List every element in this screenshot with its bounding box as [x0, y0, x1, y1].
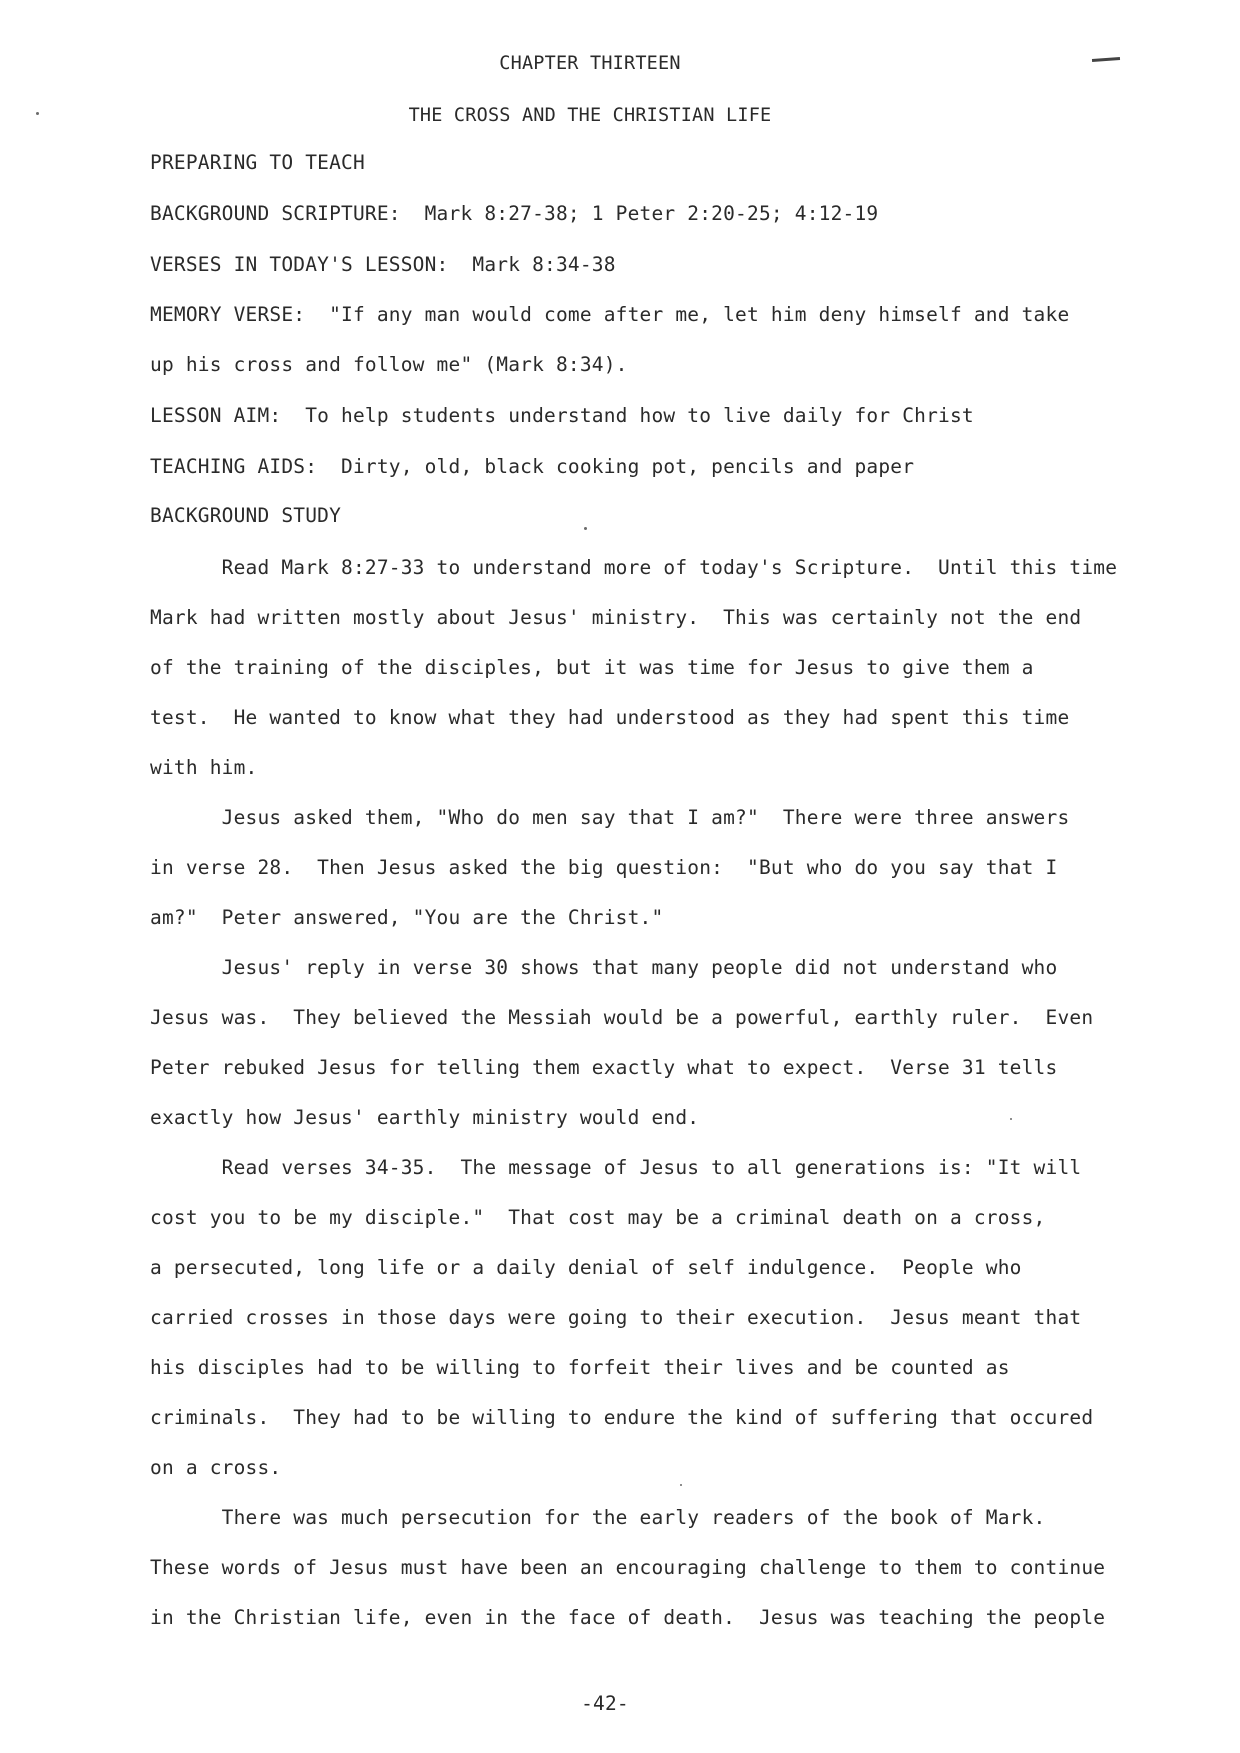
- body-line: test. He wanted to know what they had understood as they had spent this time: [150, 706, 1070, 729]
- scan-speck: [680, 1484, 682, 1486]
- body-line: carried crosses in those days were going to their execution. Jesus meant that: [150, 1306, 1082, 1329]
- verses-in-lesson: VERSES IN TODAY'S LESSON: Mark 8:34-38: [150, 253, 616, 276]
- body-line: his disciples had to be willing to forfeit their lives and be counted as: [150, 1356, 1010, 1379]
- body-line: Jesus asked them, "Who do men say that I am?" There were three answers: [150, 806, 1070, 829]
- memory-verse-line: MEMORY VERSE: "If any man would come after me, let him deny himself and take: [150, 303, 1070, 326]
- body-line: with him.: [150, 756, 258, 779]
- body-line: Mark had written mostly about Jesus' ministry. This was certainly not the end: [150, 606, 1082, 629]
- background-study-heading: BACKGROUND STUDY: [150, 504, 342, 527]
- body-line: Read Mark 8:27-33 to understand more of today's Scripture. Until this time: [150, 556, 1118, 579]
- chapter-title: THE CROSS AND THE CHRISTIAN LIFE: [408, 105, 772, 126]
- body-line: exactly how Jesus' earthly ministry would end.: [150, 1106, 700, 1129]
- background-scripture: BACKGROUND SCRIPTURE: Mark 8:27-38; 1 Peter 2:20-25; 4:12-19: [150, 202, 879, 225]
- body-line: criminals. They had to be willing to endure the kind of suffering that occured: [150, 1406, 1094, 1429]
- page-number: -42-: [581, 1692, 629, 1715]
- body-line: of the training of the disciples, but it was time for Jesus to give them a: [150, 656, 1034, 679]
- scan-speck: [1010, 1118, 1012, 1120]
- body-line: in verse 28. Then Jesus asked the big question: "But who do you say that I: [150, 856, 1058, 879]
- body-line: on a cross.: [150, 1456, 282, 1479]
- body-line: a persecuted, long life or a daily denial of self indulgence. People who: [150, 1256, 1022, 1279]
- chapter-heading: CHAPTER THIRTEEN: [499, 53, 681, 74]
- body-line: Jesus was. They believed the Messiah would be a powerful, earthly ruler. Even: [150, 1006, 1094, 1029]
- body-line: Peter rebuked Jesus for telling them exactly what to expect. Verse 31 tells: [150, 1056, 1058, 1079]
- body-line: cost you to be my disciple." That cost may be a criminal death on a cross,: [150, 1206, 1046, 1229]
- scan-speck: [584, 527, 587, 530]
- teaching-aids: TEACHING AIDS: Dirty, old, black cooking pot, pencils and paper: [150, 455, 915, 478]
- body-line: There was much persecution for the early readers of the book of Mark.: [150, 1506, 1046, 1529]
- memory-verse-line: up his cross and follow me" (Mark 8:34).: [150, 353, 628, 376]
- body-line: Read verses 34-35. The message of Jesus to all generations is: "It will: [150, 1156, 1082, 1179]
- body-line: These words of Jesus must have been an encouraging challenge to them to continue: [150, 1556, 1106, 1579]
- body-line: in the Christian life, even in the face of death. Jesus was teaching the people: [150, 1606, 1106, 1629]
- body-line: am?" Peter answered, "You are the Christ.": [150, 906, 664, 929]
- body-line: Jesus' reply in verse 30 shows that many people did not understand who: [150, 956, 1058, 979]
- lesson-aim: LESSON AIM: To help students understand how to live daily for Christ: [150, 404, 974, 427]
- preparing-heading: PREPARING TO TEACH: [150, 151, 365, 174]
